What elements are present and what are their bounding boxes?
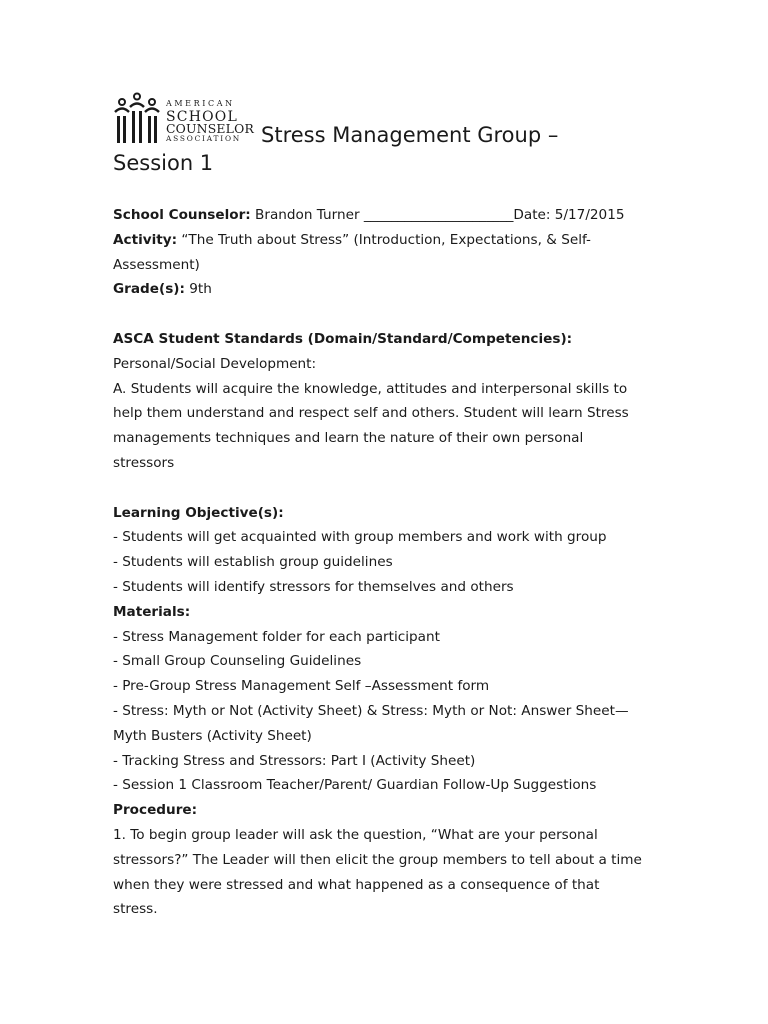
logo-line-association: ASSOCIATION [166, 134, 242, 143]
counselor-label: School Counselor: [113, 207, 251, 223]
procedure-line: stressors?” The Leader will then elicit the group members to tell about a time [113, 851, 642, 868]
objectives-heading [113, 501, 658, 526]
grade-label: Grade(s): [113, 281, 185, 298]
procedure-line: 1. To begin group leader will ask the question, “What are your personal [113, 826, 598, 843]
objectives-heading-text: Learning Objective(s): [113, 504, 284, 521]
material-item: - Stress Management folder for each participant [113, 628, 440, 645]
asca-logo-wordmark [166, 100, 254, 142]
standards-heading-text: ASCA Student Standards (Domain/Standard/Competencies): [113, 330, 573, 347]
activity-line-continued: Assessment) [113, 256, 200, 273]
standards-domain: Personal/Social Development: [113, 355, 317, 372]
page-title-line-2: Session 1 [113, 151, 214, 175]
grade-value: 9th [184, 281, 212, 298]
standards-line: stressors [113, 454, 175, 471]
asca-logo [113, 92, 254, 146]
materials-heading-text: Materials: [113, 603, 191, 620]
counselor-line [113, 203, 658, 228]
objective-item: - Students will identify stressors for themselves and others [113, 578, 514, 595]
standards-line: managements techniques and learn the nature of their own personal [113, 430, 584, 447]
procedure-heading-text: Procedure: [113, 802, 198, 819]
standards-line: A. Students will acquire the knowledge, attitudes and interpersonal skills to [113, 380, 628, 397]
activity-label: Activity: [113, 231, 178, 248]
logo-line-school: SCHOOL [166, 109, 238, 125]
material-item: - Session 1 Classroom Teacher/Parent/ Guardian Follow-Up Suggestions [113, 777, 597, 794]
logo-line-counselor: COUNSELOR [166, 121, 254, 136]
objective-item: - Students will get acquainted with group members and work with group [113, 529, 607, 546]
page-title-line-1: Stress Management Group – [261, 123, 559, 147]
grade-line [113, 277, 658, 302]
logo-line-american: AMERICAN [166, 99, 235, 108]
activity-line [113, 228, 658, 253]
objective-item: - Students will establish group guidelines [113, 554, 393, 571]
standards-heading [113, 327, 658, 352]
lesson-plan-body [113, 203, 658, 922]
standards-line: help them understand and respect self and others. Student will learn Stress [113, 405, 629, 422]
material-item: - Tracking Stress and Stressors: Part I (Activity Sheet) [113, 752, 476, 769]
counselor-value: Brandon Turner ______________________Date: 5/17/2015 [250, 207, 625, 223]
procedure-heading [113, 798, 658, 823]
material-item: Myth Busters (Activity Sheet) [113, 727, 312, 744]
activity-value: “The Truth about Stress” (Introduction, Expectations, & Self- [177, 231, 591, 248]
asca-logo-mark-icon [113, 92, 163, 146]
procedure-line: stress. [113, 901, 158, 918]
procedure-line: when they were stressed and what happened as a consequence of that [113, 876, 600, 893]
material-item: - Small Group Counseling Guidelines [113, 653, 362, 670]
materials-heading [113, 600, 658, 625]
material-item: - Pre-Group Stress Management Self –Assessment form [113, 678, 490, 695]
material-item: - Stress: Myth or Not (Activity Sheet) & Stress: Myth or Not: Answer Sheet— [113, 702, 629, 719]
